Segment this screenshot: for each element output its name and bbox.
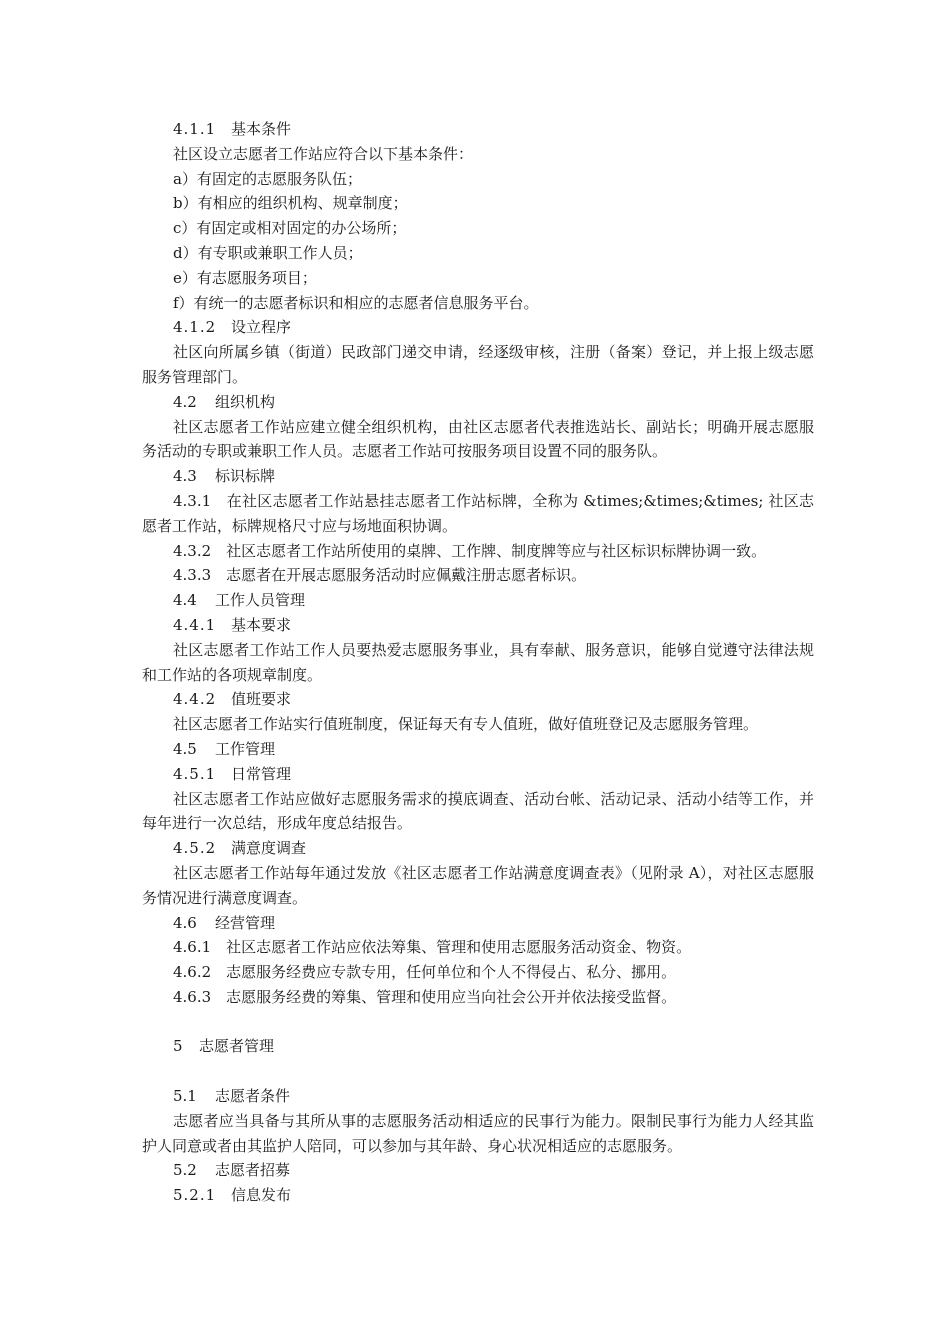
heading-5: 5 志愿者管理 — [173, 1037, 275, 1056]
text-line: 社区志愿者工作站实行值班制度，保证每天有专人值班，做好值班登记及志愿服务管理。 — [173, 715, 759, 734]
heading-4-3: 4.3 标识标牌 — [173, 467, 276, 486]
document-page — [142, 117, 814, 1208]
paragraph: 社区志愿者工作站每年通过发放《社区志愿者工作站满意度调查表》（见附录 A），对社区志愿服务情况进行满意度调查。 — [142, 863, 814, 907]
paragraph: 社区志愿者工作站应做好志愿服务需求的摸底调查、活动台帐、活动记录、活动小结等工作，并每年进行一次总结，形成年度总结报告。 — [142, 789, 814, 833]
heading-4-1-1: 4.1.1 基本条件 — [173, 120, 292, 138]
text-line: 4.6.2 志愿服务经费应专款专用，任何单位和个人不得侵占、私分、挪用。 — [173, 963, 677, 982]
heading-4-5-1: 4.5.1 日常管理 — [173, 764, 292, 783]
heading-4-4-1: 4.4.1 基本要求 — [173, 615, 292, 634]
heading-4-2: 4.2 组织机构 — [173, 392, 276, 411]
list-item: a）有固定的志愿服务队伍； — [173, 169, 362, 188]
spacer — [142, 1059, 814, 1084]
paragraph: 志愿者应当具备与其所从事的志愿服务活动相适应的民事行为能力。限制民事行为能力人经其监护人同意或者由其监护人陪同，可以参加与其年龄、身心状况相适应的志愿服务。 — [142, 1111, 814, 1155]
heading-4-4-2: 4.4.2 值班要求 — [173, 690, 292, 709]
heading-4-5: 4.5 工作管理 — [173, 739, 276, 758]
heading-4-4: 4.4 工作人员管理 — [173, 591, 306, 610]
paragraph: 4.3.1 在社区志愿者工作站悬挂志愿者工作站标牌，全称为 &times;&times;&times; 社区志愿者工作站，标牌规格尺寸应与场地面积协调。 — [142, 491, 814, 535]
text-line: 4.3.2 社区志愿者工作站所使用的桌牌、工作牌、制度牌等应与社区标识标牌协调一致。 — [173, 541, 767, 560]
heading-5-2: 5.2 志愿者招募 — [173, 1161, 291, 1180]
paragraph: 社区向所属乡镇（街道）民政部门递交申请，经逐级审核，注册（备案）登记，并上报上级志愿服务管理部门。 — [142, 343, 814, 386]
heading-5-2-1: 5.2.1 信息发布 — [173, 1186, 292, 1205]
list-item: b）有相应的组织机构、规章制度； — [173, 194, 408, 213]
heading-4-6: 4.6 经营管理 — [173, 913, 276, 932]
heading-4-5-2: 4.5.2 满意度调查 — [173, 839, 307, 858]
list-item: d）有专职或兼职工作人员； — [173, 243, 363, 262]
list-item: c）有固定或相对固定的办公场所； — [173, 219, 407, 238]
paragraph: 社区志愿者工作站工作人员要热爱志愿服务事业，具有奉献、服务意识，能够自觉遵守法律法规和工作站的各项规章制度。 — [142, 640, 814, 684]
heading-5-1: 5.1 志愿者条件 — [173, 1087, 291, 1106]
spacer — [142, 1010, 814, 1035]
heading-4-1-2: 4.1.2 设立程序 — [173, 318, 292, 337]
text-line: 4.3.3 志愿者在开展志愿服务活动时应佩戴注册志愿者标识。 — [173, 566, 587, 585]
list-item: e）有志愿服务项目； — [173, 268, 317, 287]
text-line: 4.6.3 志愿服务经费的筹集、管理和使用应当向社会公开并依法接受监督。 — [173, 987, 677, 1006]
paragraph: 社区志愿者工作站应建立健全组织机构，由社区志愿者代表推选站长、副站长；明确开展志愿服务活动的专职或兼职工作人员。志愿者工作站可按服务项目设置不同的服务队。 — [142, 417, 814, 461]
list-item: f）有统一的志愿者标识和相应的志愿者信息服务平台。 — [173, 293, 539, 312]
text-line: 4.6.1 社区志愿者工作站应依法筹集、管理和使用志愿服务活动资金、物资。 — [173, 938, 692, 957]
text-line: 社区设立志愿者工作站应符合以下基本条件： — [173, 144, 474, 163]
